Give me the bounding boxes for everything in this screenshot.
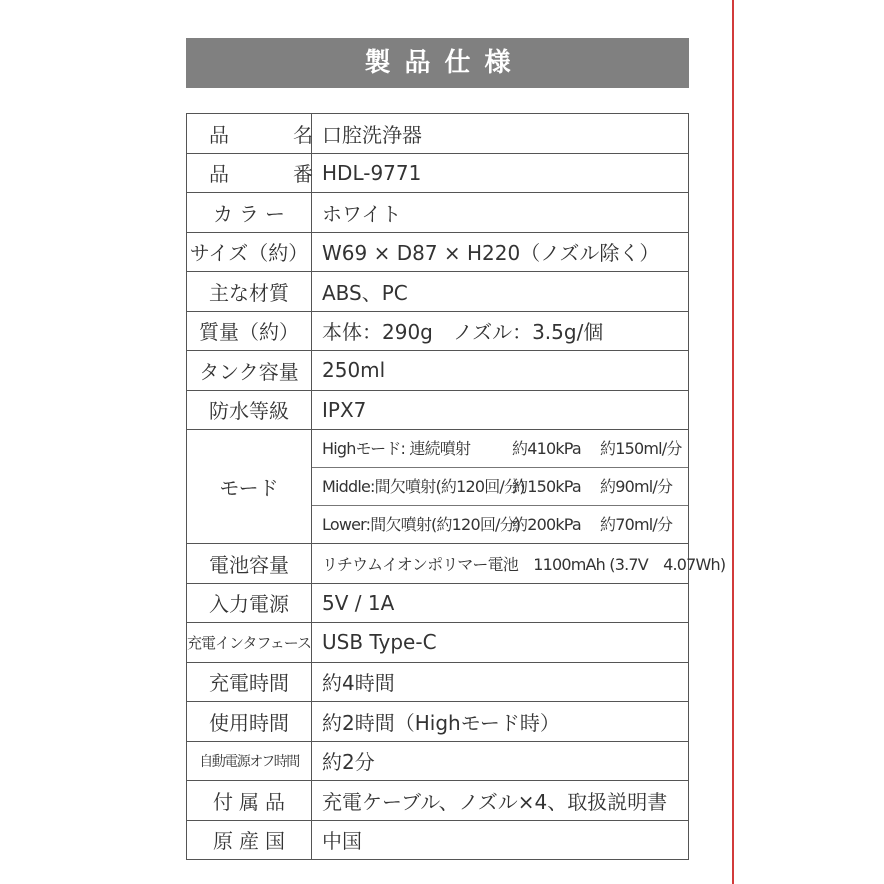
mode-name: Highモード: 連続噴射 xyxy=(322,439,471,458)
row-label-mode: モード xyxy=(187,430,312,544)
mode-flow: 約90ml/分 xyxy=(600,477,673,496)
row-label-usage-time: 使用時間 xyxy=(187,702,312,742)
row-label-charge-time: 充電時間 xyxy=(187,662,312,702)
table-row xyxy=(187,153,689,193)
row-value-usage-time: 約2時間（Highモード時） xyxy=(312,702,689,742)
table-row-mode xyxy=(187,430,689,544)
table-row xyxy=(187,272,689,312)
row-value-tank-capacity: 250ml xyxy=(312,351,689,391)
row-label-color: カラー xyxy=(187,193,312,233)
table-row xyxy=(187,741,689,781)
row-value-waterproof: IPX7 xyxy=(312,390,689,430)
row-value-input-power: 5V / 1A xyxy=(312,583,689,623)
spec-table xyxy=(186,113,726,860)
row-label-size: サイズ（約） xyxy=(187,232,312,272)
table-row xyxy=(187,820,689,860)
row-label-origin: 原産国 xyxy=(187,820,312,860)
mode-name: Lower:間欠噴射(約120回/分) xyxy=(322,515,521,534)
table-row xyxy=(187,702,689,742)
mode-line-lower xyxy=(312,505,688,543)
table-row xyxy=(187,544,689,584)
table-row xyxy=(187,114,689,154)
row-label-accessories: 付属品 xyxy=(187,781,312,821)
table-row xyxy=(187,193,689,233)
table-row xyxy=(187,583,689,623)
page-title: 製品仕様 xyxy=(186,38,689,88)
mode-lines xyxy=(312,430,689,544)
mode-line-middle xyxy=(312,467,688,505)
row-value-size: W69 × D87 × H220（ノズル除く） xyxy=(312,232,689,272)
mode-pressure: 約410kPa xyxy=(512,439,581,458)
mode-line-high xyxy=(312,430,688,467)
row-label-battery: 電池容量 xyxy=(187,544,312,584)
table-row xyxy=(187,311,689,351)
row-value-product-name: 口腔洗浄器 xyxy=(312,114,689,154)
row-label-weight: 質量（約） xyxy=(187,311,312,351)
mode-flow: 約150ml/分 xyxy=(600,439,682,458)
row-label-model-number: 品 番 xyxy=(187,153,312,193)
row-value-model-number: HDL-9771 xyxy=(312,153,689,193)
mode-flow: 約70ml/分 xyxy=(600,515,673,534)
table-row xyxy=(187,623,689,663)
row-label-material: 主な材質 xyxy=(187,272,312,312)
row-label-auto-off: 自動電源オフ時間 xyxy=(187,741,312,781)
row-value-charge-interface: USB Type-C xyxy=(312,623,689,663)
red-divider-line xyxy=(732,0,734,884)
mode-pressure: 約150kPa xyxy=(512,477,581,496)
row-value-accessories: 充電ケーブル、ノズル×4、取扱説明書 xyxy=(312,781,689,821)
row-value-origin: 中国 xyxy=(312,820,689,860)
row-value-weight: 本体：290g ノズル：3.5g/個 xyxy=(312,311,689,351)
table-row xyxy=(187,781,689,821)
mode-pressure: 約200kPa xyxy=(512,515,581,534)
row-label-waterproof: 防水等級 xyxy=(187,390,312,430)
row-label-charge-interface: 充電インタフェース xyxy=(187,623,312,663)
row-label-product-name: 品 名 xyxy=(187,114,312,154)
row-value-color: ホワイト xyxy=(312,193,689,233)
row-label-input-power: 入力電源 xyxy=(187,583,312,623)
table-row xyxy=(187,351,689,391)
table-row xyxy=(187,232,689,272)
row-label-tank-capacity: タンク容量 xyxy=(187,351,312,391)
row-value-material: ABS、PC xyxy=(312,272,689,312)
mode-name: Middle:間欠噴射(約120回/分) xyxy=(322,477,525,496)
table-row xyxy=(187,390,689,430)
row-value-auto-off: 約2分 xyxy=(312,741,689,781)
row-value-charge-time: 約4時間 xyxy=(312,662,689,702)
row-value-battery: リチウムイオンポリマー電池 1100mAh (3.7V 4.07Wh) xyxy=(312,544,689,584)
table-row xyxy=(187,662,689,702)
